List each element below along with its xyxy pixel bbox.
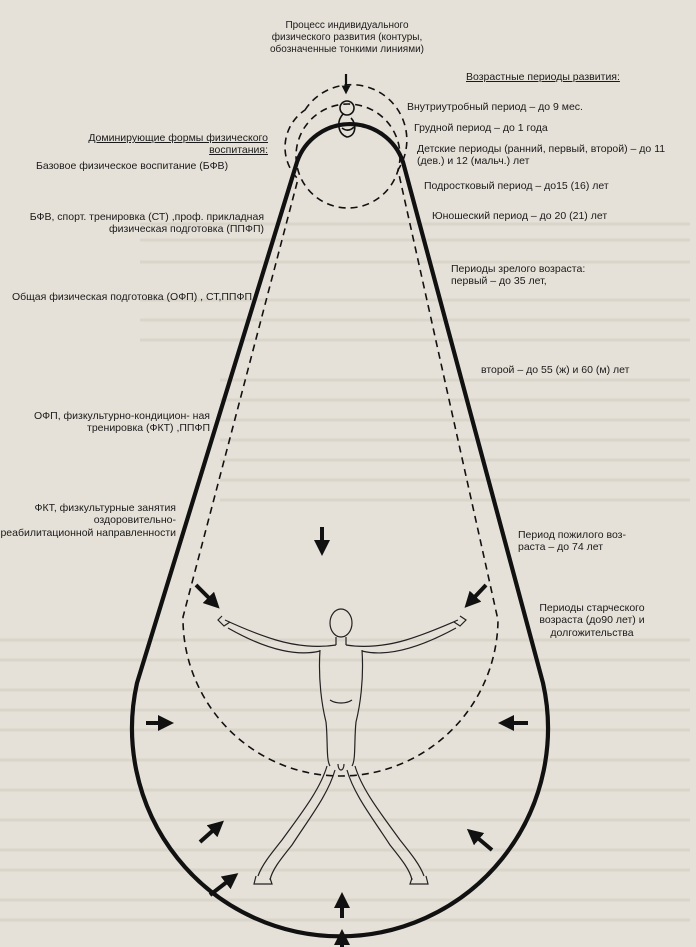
- age-item-elderly: Период пожилого воз- раста – до 74 лет: [518, 529, 626, 554]
- age-item-infant: Грудной период – до 1 года: [414, 122, 548, 134]
- form-item-ofp: Общая физическая подготовка (ОФП) , СТ,ППФП: [11, 291, 252, 303]
- left-heading: Доминирующие формы физического воспитания:: [88, 132, 268, 157]
- outer-envelope-contour: [132, 124, 548, 936]
- form-item-bfv-st-ppfp: БФВ, спорт. тренировка (СТ) ,проф. прикладная физическая подготовка (ППФП): [29, 211, 264, 236]
- form-item-bfv: Базовое физическое воспитание (БФВ): [36, 160, 229, 172]
- age-item-adolescent: Подростковый период – до15 (16) лет: [424, 180, 609, 192]
- process-label: Процесс индивидуального физического развития (контуры, обозначенные тонкими линиями): [269, 20, 425, 55]
- age-item-prenatal: Внутриутробный период – до 9 мес.: [407, 101, 583, 113]
- human-figure-icon: [218, 609, 466, 884]
- age-item-senile: Периоды старческого возраста (до90 лет) и долгожительства: [539, 602, 645, 639]
- age-item-youth: Юношеский период – до 20 (21) лет: [432, 210, 608, 222]
- form-item-ofp-fkt: ОФП, физкультурно-кондицион- ная тренировка (ФКТ) ,ППФП: [34, 410, 210, 435]
- embryo-dashed-circle: [296, 104, 400, 208]
- age-item-mature-second: второй – до 55 (ж) и 60 (м) лет: [481, 364, 630, 376]
- right-heading: Возрастные периоды развития:: [466, 71, 620, 83]
- age-item-childhood: Детские периоды (ранний, первый, второй) – до 11 (дев.) и 12 (мальч.) лет: [417, 143, 666, 168]
- age-item-mature-first: Периоды зрелого возраста: первый – до 35 лет,: [451, 263, 586, 288]
- form-item-fkt: ФКТ, физкультурные занятия оздоровительно- реабилитационной направленности: [0, 502, 176, 539]
- embryo-icon: [339, 101, 355, 137]
